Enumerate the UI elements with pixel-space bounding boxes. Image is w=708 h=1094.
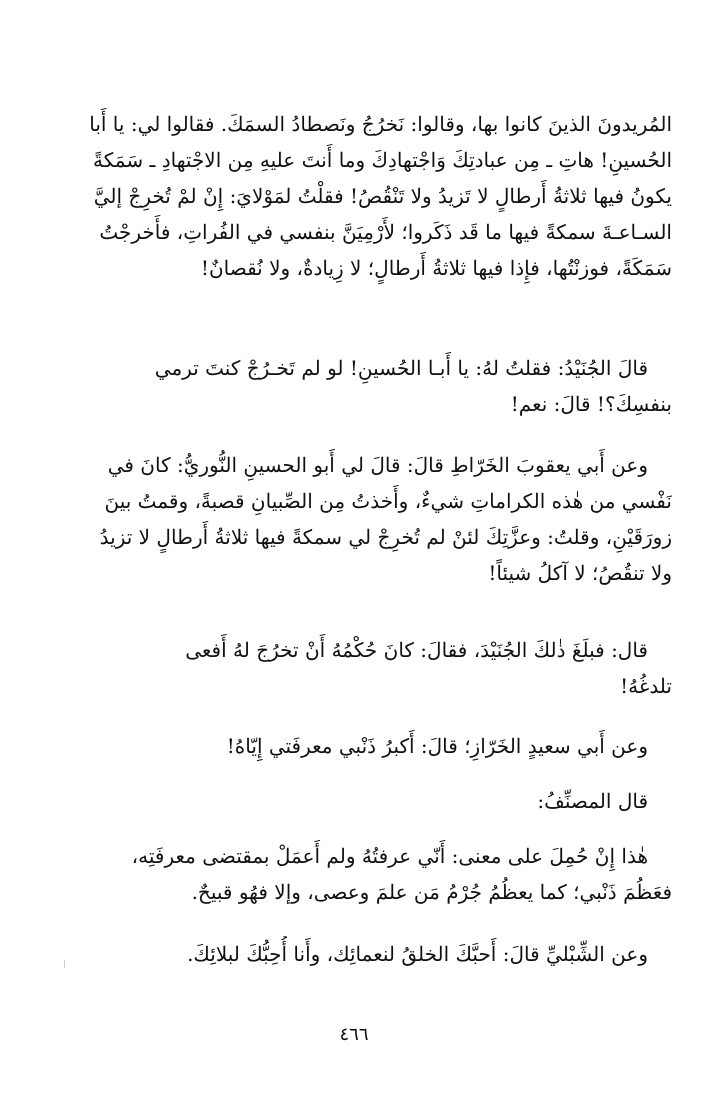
text-line: وعن أَبي سعيدٍ الخَرّازِ؛ قالَ: أَكبرُ ذَنْبي معرفَتي إِيّاهُ! bbox=[226, 734, 648, 758]
text-line: بنفسِكَ؟! قالَ: نعم! bbox=[510, 392, 672, 416]
text-line: زورَقَيْنِ، وقلتُ: وعزَّتِكَ لئنْ لم تُخرِجْ لي سمكةً فيها ثلاثةُ أَرطالٍ لا تزيدُ bbox=[99, 525, 672, 549]
paragraph-4 bbox=[56, 632, 672, 704]
paragraph-5 bbox=[56, 728, 672, 764]
text-line: قالَ الجُنَيْدُ: فقلتُ لهُ: يا أَبـا الحُسينِ! لو لم تَخـرُجْ كنتَ ترمي bbox=[154, 356, 648, 380]
paragraph-6 bbox=[56, 783, 672, 819]
text-line: هٰذا إِنْ حُمِلَ على معنى: أَنّي عرفتُهُ ولم أَعمَلْ بمقتضى معرفَتِه، bbox=[131, 844, 648, 868]
scan-mark bbox=[64, 960, 65, 968]
paragraph-7 bbox=[56, 838, 672, 910]
text-line: ولا تنقُصُ؛ لا آكلُ شيئاً! bbox=[488, 561, 672, 585]
text-line: الحُسينِ! هاتِ ـ مِن عبادتِكَ وَاجْتهادِكَ وما أَنتَ عليهِ مِن الاجْتهادِ ـ سَمَكةً bbox=[93, 148, 672, 172]
paragraph-1 bbox=[56, 106, 672, 286]
text-line: تلدغُهُ! bbox=[620, 674, 672, 698]
text-line: قال المصنِّفُ: bbox=[537, 789, 648, 813]
text-line: فعَظُمَ ذَنْبي؛ كما يعظُمُ جُرْمُ مَن علمَ وعصى، وإلا فهُو قبيحٌ. bbox=[191, 880, 672, 904]
text-line: وعن أَبي يعقوبَ الخَرّاطِ قالَ: قالَ لي أَبو الحسينِ النُّوريُّ: كانَ في bbox=[107, 453, 648, 477]
text-line: يكونُ فيها ثلاثةُ أَرطالٍ لا تَزيدُ ولا تَنْقُصُ! فقلْتُ لمَوْلايَ: إِنْ لمْ تُخرِجْ إليَّ bbox=[93, 184, 672, 208]
paragraph-2 bbox=[56, 350, 672, 422]
text-line: وعن الشِّبْليِّ قالَ: أَحبَّكَ الخلقُ لنعمائِك، وأَنا أُحِبُّكَ لبلائِكَ. bbox=[187, 942, 648, 966]
text-line: السـاعـةَ سمكةً فيها ما قَد ذَكَروا؛ لأَرْمِيَنَّ بنفسي في الفُراتِ، فأَخرجْتُ bbox=[99, 220, 672, 244]
text-line: المُريدونَ الذينَ كانوا بها، وقالوا: نَخرُجُ ونَصطادُ السمَكَ. فقالوا لي: يا أَبا bbox=[89, 112, 672, 136]
text-line: قال: فبلَغَ ذٰلكَ الجُنَيْدَ، فقالَ: كانَ حُكْمُهُ أَنْ تخرُجَ لهُ أَفعى bbox=[185, 638, 648, 662]
paragraph-8 bbox=[56, 936, 672, 972]
paragraph-3 bbox=[56, 447, 672, 591]
text-line: نَفْسي من هٰذه الكراماتِ شيءٌ، وأَخذتُ مِن الصِّبيانِ قصبةً، وقمتُ بينَ bbox=[104, 489, 672, 513]
page-number: ٤٦٦ bbox=[339, 1024, 369, 1045]
text-line: سَمَكَةً، فوزنْتُها، فإِذا فيها ثلاثةُ أَرطالٍ؛ لا زِيادةٌ، ولا نُقصانٌ! bbox=[200, 256, 672, 280]
